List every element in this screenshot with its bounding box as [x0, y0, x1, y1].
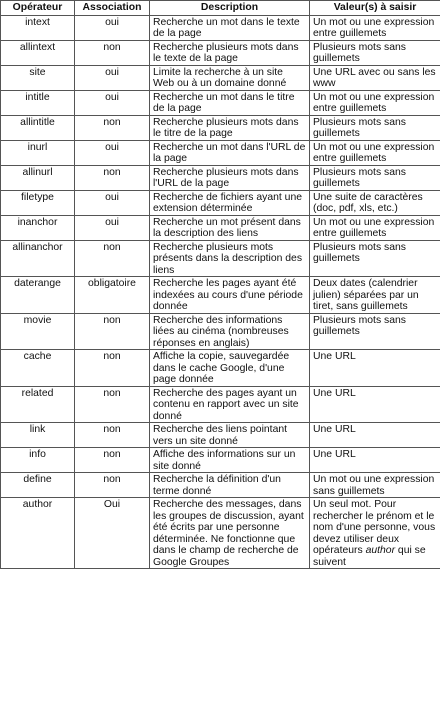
description-cell: Recherche des liens pointant vers un site donné	[150, 423, 310, 448]
value-cell: Plusieurs mots sans guillemets	[310, 240, 440, 277]
operator-cell: filetype	[1, 190, 75, 215]
association-cell: oui	[75, 140, 150, 165]
description-cell: Recherche la définition d'un terme donné	[150, 473, 310, 498]
value-cell: Un mot ou une expression entre guillemets	[310, 140, 440, 165]
header-association: Association	[75, 1, 150, 16]
association-cell: non	[75, 473, 150, 498]
operator-cell: movie	[1, 313, 75, 350]
value-cell: Une URL	[310, 423, 440, 448]
description-cell: Limite la recherche à un site Web ou à un domaine donné	[150, 65, 310, 90]
table-row	[1, 15, 440, 40]
operator-cell: site	[1, 65, 75, 90]
description-cell: Recherche un mot dans le titre de la page	[150, 90, 310, 115]
description-cell: Recherche les pages ayant été indexées au cours d'une période donnée	[150, 277, 310, 314]
value-cell	[310, 498, 440, 569]
association-cell: non	[75, 165, 150, 190]
table-row	[1, 423, 440, 448]
association-cell: oui	[75, 215, 150, 240]
value-cell: Une suite de caractères (doc, pdf, xls, etc.)	[310, 190, 440, 215]
description-cell: Recherche des pages ayant un contenu en rapport avec un site donné	[150, 386, 310, 423]
value-cell: Deux dates (calendrier julien) séparées par un tiret, sans guillemets	[310, 277, 440, 314]
table-row	[1, 350, 440, 387]
operator-cell: author	[1, 498, 75, 569]
operator-cell: allintitle	[1, 115, 75, 140]
value-cell: Plusieurs mots sans guillemets	[310, 313, 440, 350]
value-text-operator: author	[365, 545, 396, 556]
operator-cell: info	[1, 448, 75, 473]
table-row	[1, 313, 440, 350]
description-cell: Recherche plusieurs mots dans le titre de la page	[150, 115, 310, 140]
operator-cell: define	[1, 473, 75, 498]
operator-cell: inanchor	[1, 215, 75, 240]
description-cell: Affiche la copie, sauvegardée dans le cache Google, d'une page donnée	[150, 350, 310, 387]
table-row	[1, 448, 440, 473]
value-cell: Une URL	[310, 350, 440, 387]
description-cell: Recherche un mot dans l'URL de la page	[150, 140, 310, 165]
association-cell: non	[75, 423, 150, 448]
value-cell: Un mot ou une expression entre guillemets	[310, 215, 440, 240]
association-cell: non	[75, 240, 150, 277]
table-row	[1, 215, 440, 240]
table-row	[1, 140, 440, 165]
table-row	[1, 165, 440, 190]
operator-cell: related	[1, 386, 75, 423]
table-row	[1, 40, 440, 65]
association-cell: oui	[75, 65, 150, 90]
value-cell: Plusieurs mots sans guillemets	[310, 40, 440, 65]
association-cell: non	[75, 350, 150, 387]
value-cell: Plusieurs mots sans guillemets	[310, 115, 440, 140]
association-cell: oui	[75, 90, 150, 115]
operator-cell: cache	[1, 350, 75, 387]
table-row	[1, 115, 440, 140]
association-cell: non	[75, 115, 150, 140]
operator-cell: daterange	[1, 277, 75, 314]
operator-cell: intitle	[1, 90, 75, 115]
value-cell: Un mot ou une expression entre guillemets	[310, 90, 440, 115]
table-row	[1, 277, 440, 314]
value-cell: Une URL	[310, 386, 440, 423]
description-cell: Recherche de fichiers ayant une extension déterminée	[150, 190, 310, 215]
table-row	[1, 190, 440, 215]
header-value: Valeur(s) à saisir	[310, 1, 440, 16]
description-cell: Affiche des informations sur un site donné	[150, 448, 310, 473]
operator-cell: allinurl	[1, 165, 75, 190]
description-cell: Recherche un mot dans le texte de la page	[150, 15, 310, 40]
operator-cell: link	[1, 423, 75, 448]
header-operator: Opérateur	[1, 1, 75, 16]
value-cell: Un mot ou une expression sans guillemets	[310, 473, 440, 498]
association-cell: obligatoire	[75, 277, 150, 314]
description-cell: Recherche des messages, dans les groupes de discussion, ayant été écrits par une personne déterminée. Ne fonctionne que dans le champ de recherche de Google Groupes	[150, 498, 310, 569]
operator-cell: allintext	[1, 40, 75, 65]
table-row	[1, 386, 440, 423]
description-cell: Recherche un mot présent dans la description des liens	[150, 215, 310, 240]
header-description: Description	[150, 1, 310, 16]
description-cell: Recherche des informations liées au cinéma (nombreuses réponses en anglais)	[150, 313, 310, 350]
value-text-end: qui se suivent	[313, 545, 426, 568]
description-cell: Recherche plusieurs mots dans le texte de la page	[150, 40, 310, 65]
table-row	[1, 498, 440, 569]
operator-cell: inurl	[1, 140, 75, 165]
value-cell: Plusieurs mots sans guillemets	[310, 165, 440, 190]
header-row	[1, 1, 440, 16]
description-cell: Recherche plusieurs mots présents dans la description des liens	[150, 240, 310, 277]
table-row	[1, 90, 440, 115]
operator-cell: allinanchor	[1, 240, 75, 277]
table-row	[1, 240, 440, 277]
association-cell: Oui	[75, 498, 150, 569]
value-cell: Une URL	[310, 448, 440, 473]
association-cell: oui	[75, 190, 150, 215]
association-cell: non	[75, 40, 150, 65]
value-text-start: Un seul mot. Pour rechercher le prénom et le nom d'une personne, vous devez utiliser deux opérateurs	[313, 499, 436, 556]
description-cell: Recherche plusieurs mots dans l'URL de la page	[150, 165, 310, 190]
table-row	[1, 65, 440, 90]
operator-cell: intext	[1, 15, 75, 40]
value-cell: Une URL avec ou sans les www	[310, 65, 440, 90]
association-cell: oui	[75, 15, 150, 40]
association-cell: non	[75, 386, 150, 423]
table-row	[1, 473, 440, 498]
value-cell: Un mot ou une expression entre guillemets	[310, 15, 440, 40]
association-cell: non	[75, 448, 150, 473]
association-cell: non	[75, 313, 150, 350]
